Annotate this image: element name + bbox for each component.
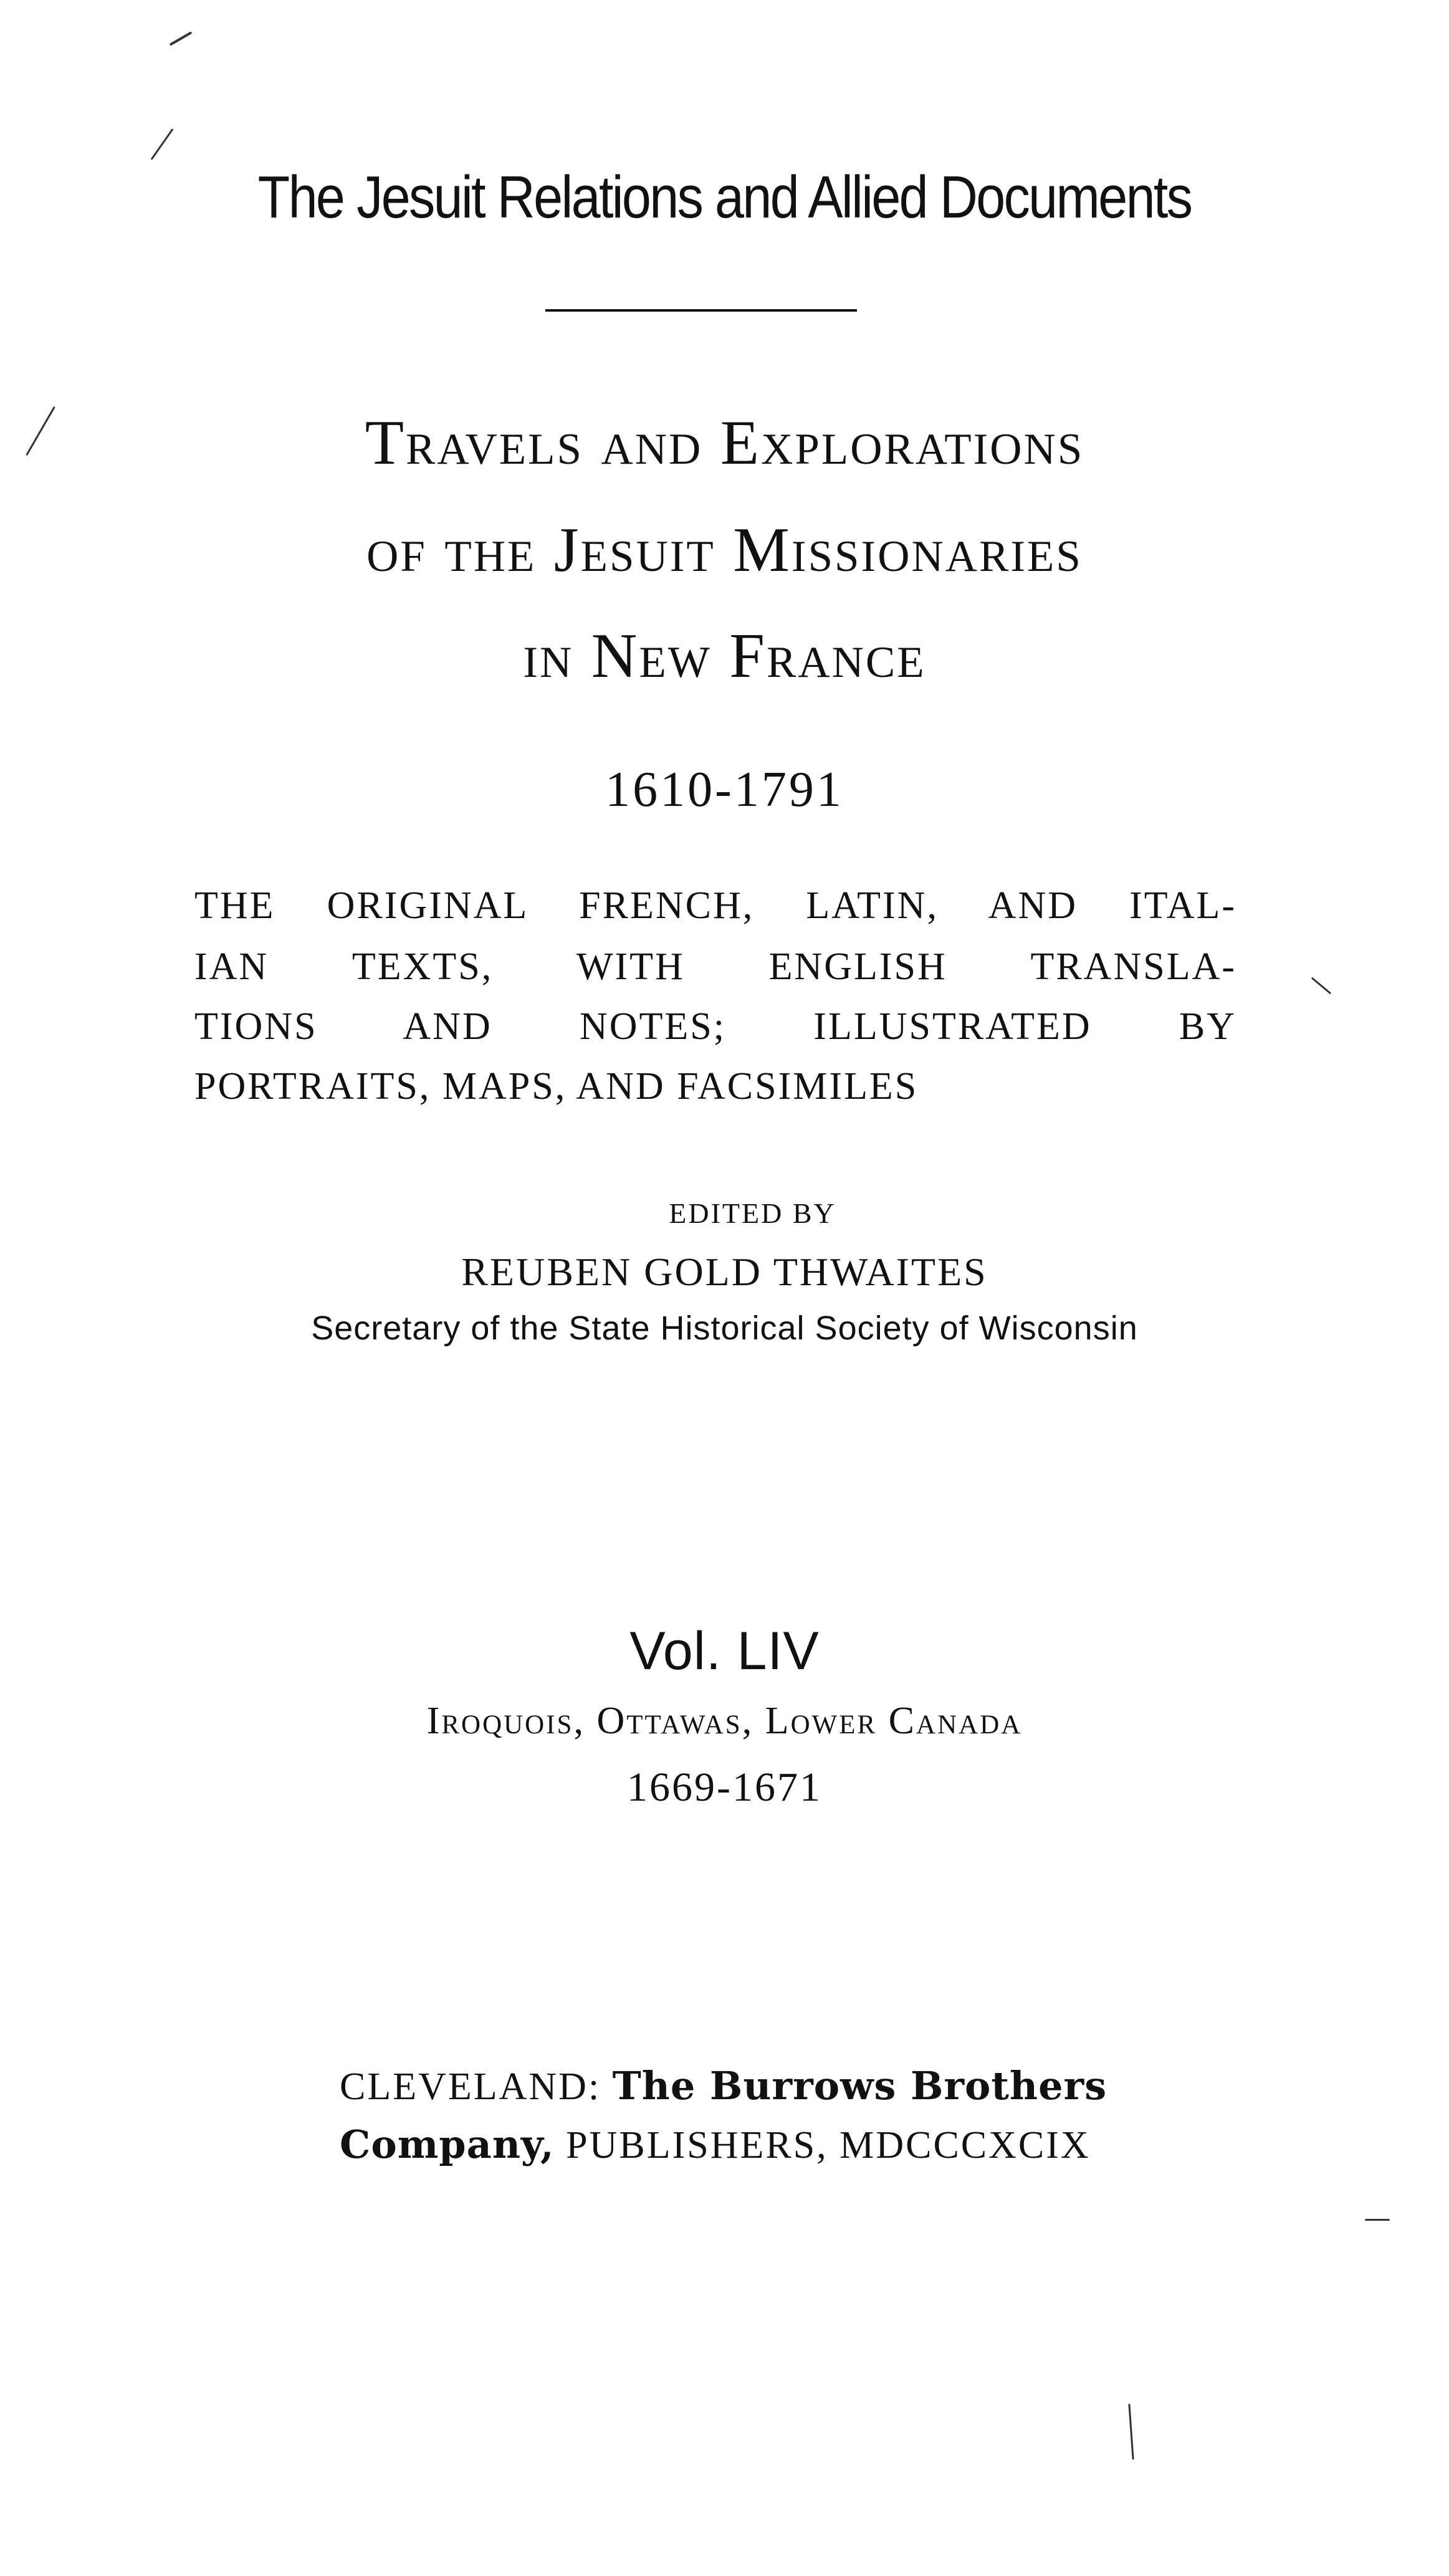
main-title-line-3: in New France <box>523 621 926 691</box>
editor-name: REUBEN GOLD THWAITES <box>461 1250 988 1294</box>
imprint-line-2 <box>340 2122 1091 2168</box>
main-title-line-1: Travels and Explorations <box>365 408 1084 478</box>
volume-years: 1669-1671 <box>627 1764 822 1810</box>
description-line-2: IAN TEXTS, WITH ENGLISH TRANSLA- <box>194 946 1236 988</box>
editor-title: Secretary of the State Historical Society of Wisconsin <box>311 1310 1138 1347</box>
title-rule <box>545 309 857 312</box>
description-line-3: TIONS AND NOTES; ILLUSTRATED BY <box>194 1005 1236 1048</box>
description-line-1: THE ORIGINAL FRENCH, LATIN, AND ITAL- <box>194 884 1236 927</box>
scan-speck <box>170 31 193 45</box>
description-line-4: PORTRAITS, MAPS, AND FACSIMILES <box>194 1065 919 1108</box>
imprint-publisher-1: The Burrows Brothers <box>612 2063 1107 2109</box>
scan-speck <box>1311 977 1332 994</box>
scan-speck <box>1128 2404 1134 2460</box>
main-title-line-2: of the Jesuit Missionaries <box>366 515 1083 585</box>
series-title: The Jesuit Relations and Allied Documents <box>257 164 1192 231</box>
edited-by-label: EDITED BY <box>669 1197 836 1229</box>
imprint-place: CLEVELAND: <box>340 2066 601 2108</box>
imprint-rest: PUBLISHERS, MDCCCXCIX <box>566 2124 1091 2167</box>
imprint-publisher-2: Company, <box>340 2122 555 2167</box>
imprint-line-1 <box>340 2063 1107 2109</box>
volume-label: Vol. LIV <box>629 1621 820 1681</box>
date-range: 1610-1791 <box>605 762 844 817</box>
volume-subjects: Iroquois, Ottawas, Lower Canada <box>426 1700 1023 1742</box>
scan-speck <box>151 128 174 160</box>
scan-speck <box>1365 2219 1390 2221</box>
